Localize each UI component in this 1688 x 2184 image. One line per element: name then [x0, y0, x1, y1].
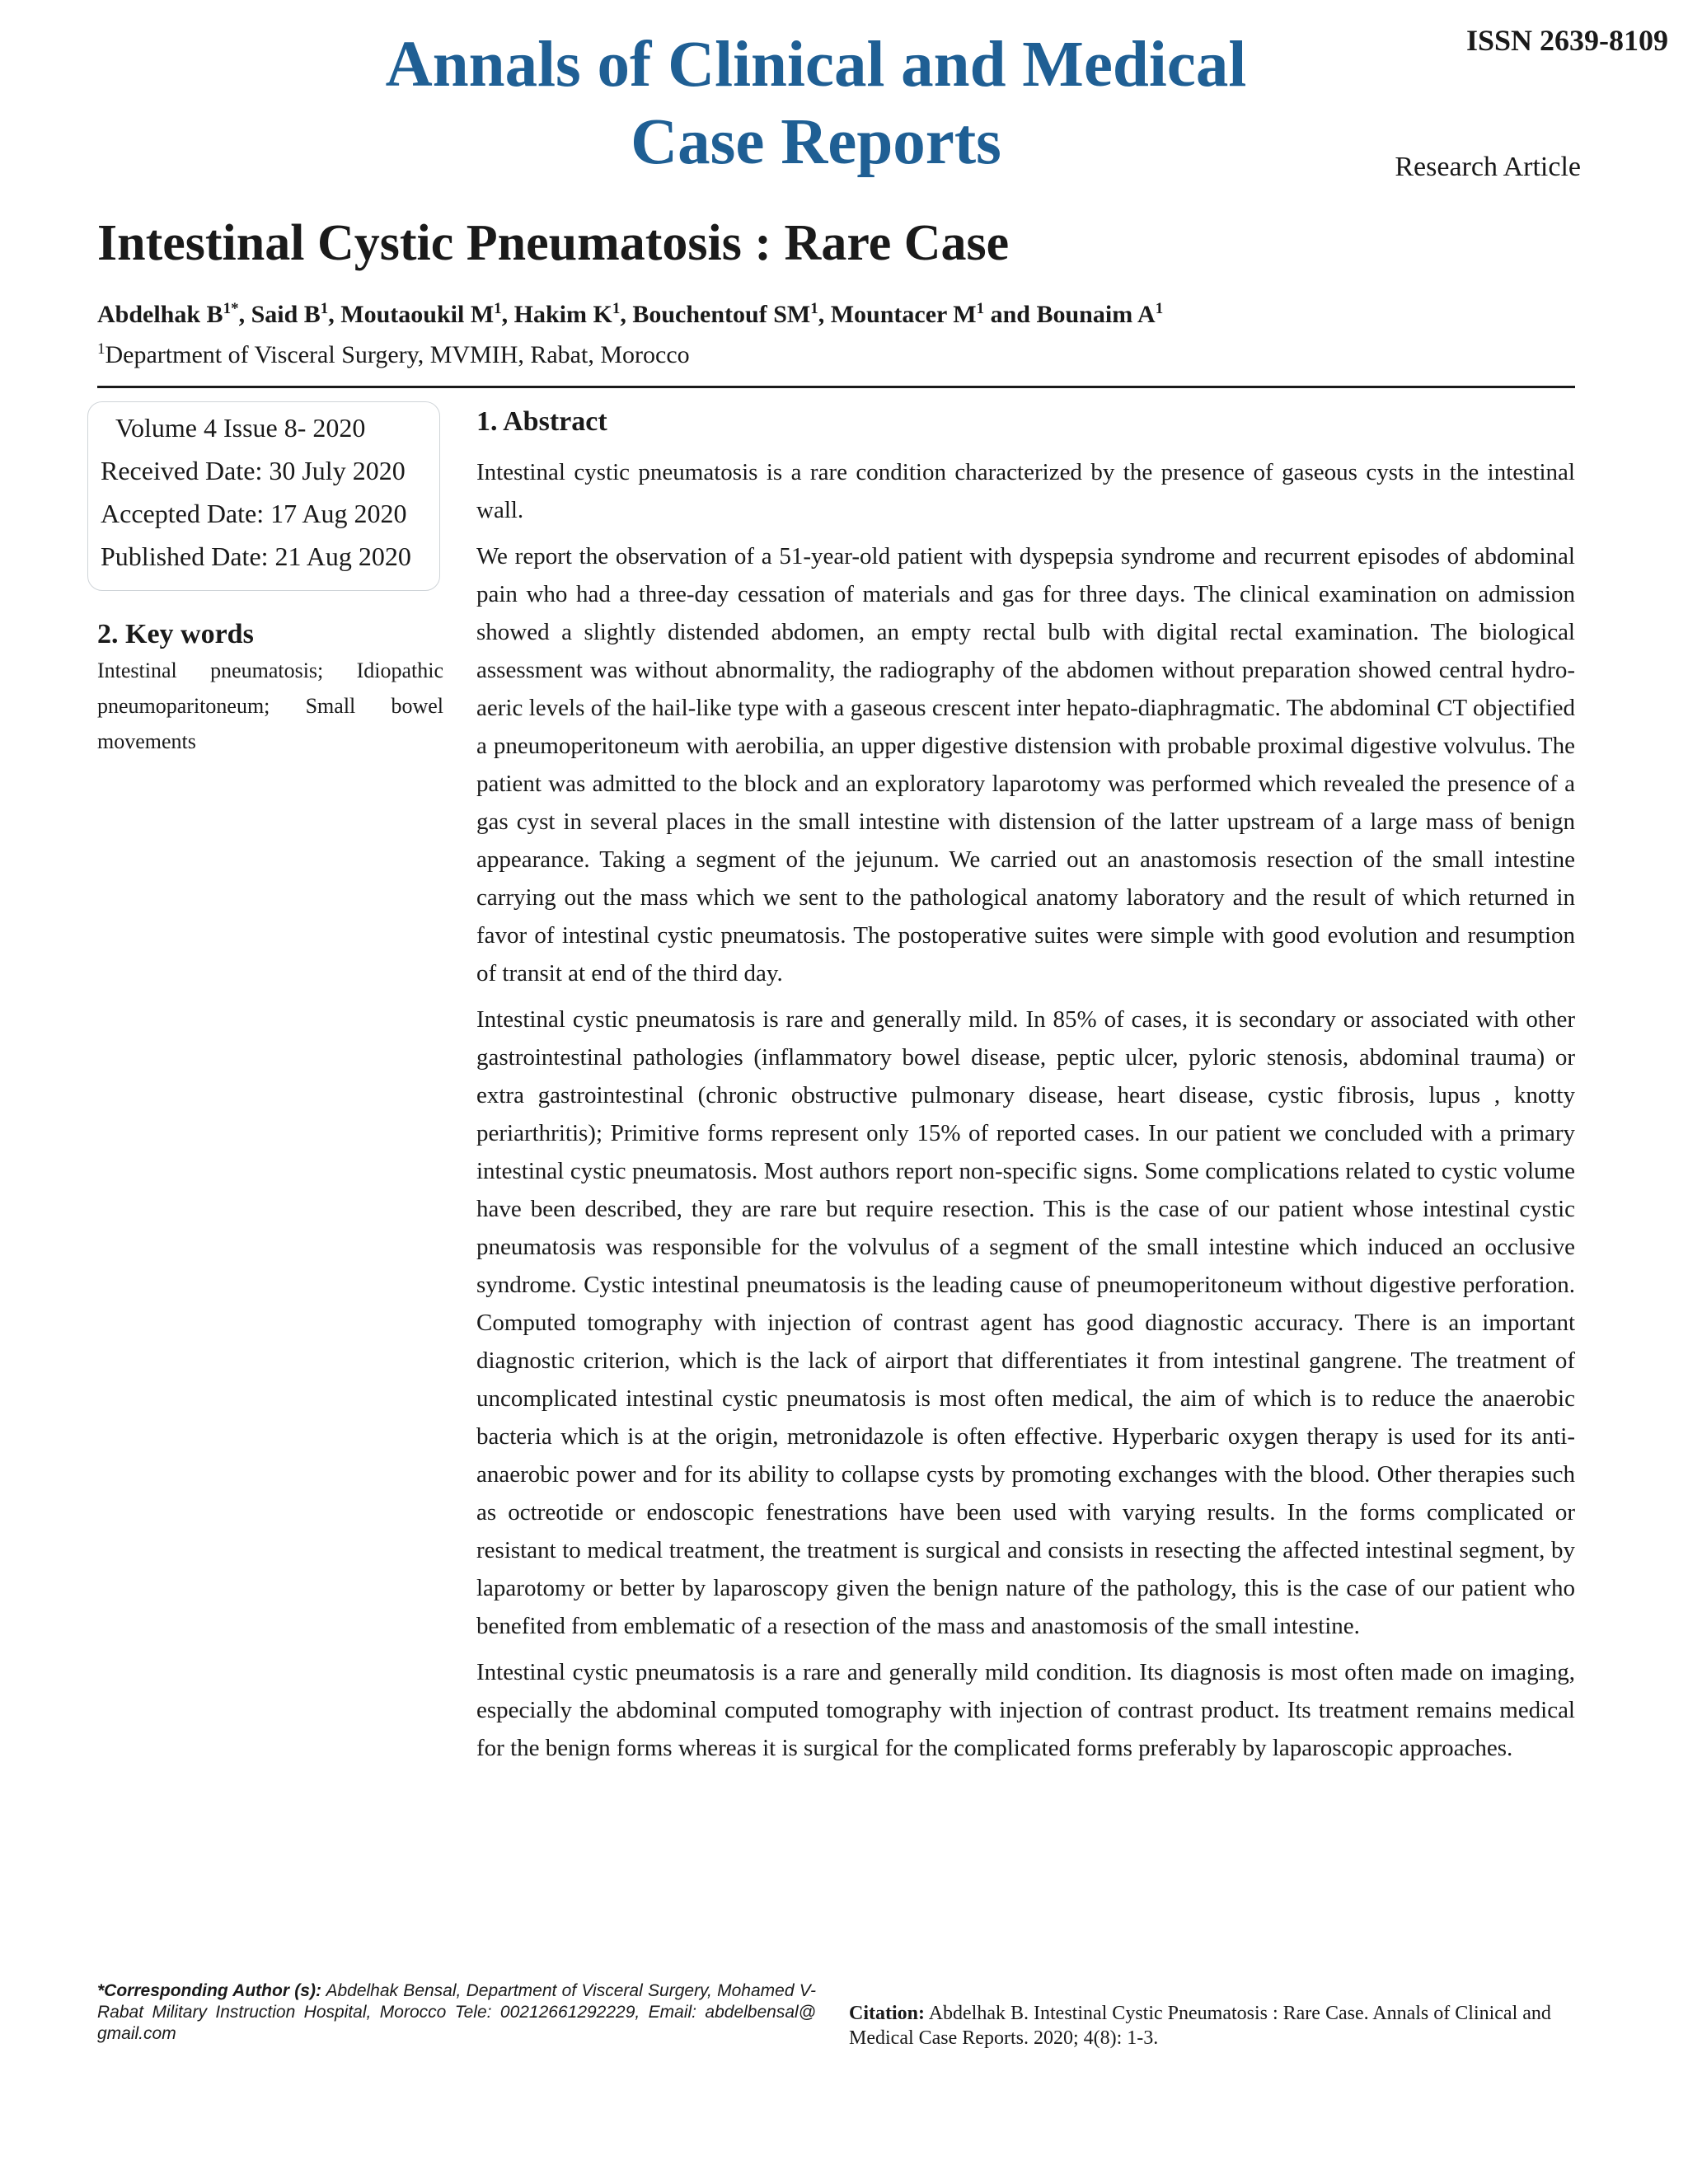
author-affiliation-mark: 1: [320, 300, 329, 317]
author-name: Said B: [251, 301, 321, 328]
author-name: Bouchentouf SM: [632, 301, 811, 328]
citation-note: [849, 2001, 1620, 2050]
accepted-date: Accepted Date: 17 Aug 2020: [101, 499, 407, 528]
author-list: [97, 293, 1163, 331]
keywords-heading: 2. Key words: [97, 619, 254, 649]
abstract-paragraph: Intestinal cystic pneumatosis is a rare and generally mild condition. Its diagnosis is most often made on imaging, especially the abdominal computed tomography with injection of contrast product. Its treatment remains medical for the benign forms whereas it is surgical for the complicated forms preferably by laparoscopic approaches.: [476, 1659, 1575, 1761]
abstract-body: [476, 453, 1575, 1775]
author-affiliation-mark: 1: [612, 300, 621, 317]
author-name: Hakim K: [513, 301, 612, 328]
journal-title-line-2: Case Reports: [631, 106, 1001, 178]
author-affiliation-mark: 1*: [223, 300, 239, 317]
author-separator: ,: [328, 301, 341, 328]
citation-text: Abdelhak B. Intestinal Cystic Pneumatosis : Rare Case. Annals of Clinical and Medical Case Reports. 2020; 4(8): 1-3.: [849, 2003, 1551, 2049]
author-name: Bounaim A: [1036, 301, 1156, 328]
author-affiliation-mark: 1: [810, 300, 818, 317]
published-date: Published Date: 21 Aug 2020: [101, 541, 411, 571]
author-name: Abdelhak B: [97, 301, 223, 328]
corresponding-author-text: Abdelhak Bensal, Department of Visceral Surgery, Mohamed V-Rabat Military Instruction Hospital, Morocco Tele: 00212661292229, Email: abdelbensal@ gmail.com: [97, 1981, 817, 2043]
abstract-paragraph: Intestinal cystic pneumatosis is a rare condition characterized by the presence of gaseous cysts in the intestinal wall.: [476, 459, 1575, 523]
author-separator: ,: [620, 301, 633, 328]
affiliation: [97, 333, 690, 372]
article-title: Intestinal Cystic Pneumatosis : Rare Case: [97, 215, 1010, 271]
author-affiliation-mark: 1: [976, 300, 985, 317]
abstract-heading: 1. Abstract: [476, 406, 607, 437]
received-date: Received Date: 30 July 2020: [101, 456, 406, 485]
author-separator: ,: [818, 301, 831, 328]
author-name: Mountacer M: [830, 301, 977, 328]
article-type: Research Article: [1395, 152, 1581, 182]
corresponding-author-note: [97, 1980, 816, 2045]
affiliation-text: Department of Visceral Surgery, MVMIH, Rabat, Morocco: [105, 341, 690, 368]
journal-title-line-1: Annals of Clinical and Medical: [385, 29, 1247, 101]
abstract-paragraph: Intestinal cystic pneumatosis is rare and generally mild. In 85% of cases, it is secondary or associated with other gastrointestinal pathologies (inflammatory bowel disease, peptic ulcer, pyloric stenosis, abdominal trauma) or extra gastrointestinal (chronic obstructive pulmonary disease, heart disease, cystic fibrosis, lupus , knotty periarthritis); Primitive forms represent only 15% of reported cases. In our patient we concluded with a primary intestinal cystic pneumatosis. Most authors report non-specific signs. Some complications related to cystic volume have been described, they are rare but require resection. This is the case of our patient whose intestinal cystic pneumatosis was responsible for the volvulus of a segment of the small intestine which induced an occlusive syndrome. Cystic intestinal pneumatosis is the leading cause of pneumoperitoneum without digestive perforation. Computed tomography with injection of contrast agent has good diagnostic accuracy. There is an important diagnostic criterion, which is the lack of airport that differentiates it from intestinal gangrene. The treatment of uncomplicated intestinal cystic pneumatosis is most often medical, the aim of which is to reduce the anaerobic bacteria which is at the origin, metronidazole is often effective. Hyperbaric oxygen therapy is used for its anti-anaerobic power and for its ability to collapse cysts by promoting exchanges with the blood. Other therapies such as octreotide or endoscopic fenestrations have been used with varying results. In the forms complicated or resistant to medical treatment, the treatment is surgical and consists in resecting the affected intestinal segment, by laparotomy or better by laparoscopy given the benign nature of the pathology, this is the case of our patient who benefited from emblematic of a resection of the mass and anastomosis of the small intestine.: [476, 1006, 1575, 1639]
affiliation-mark: 1: [97, 340, 106, 358]
citation-label: Citation:: [849, 2003, 925, 2024]
author-affiliation-mark: 1: [1155, 300, 1164, 317]
author-name: Moutaoukil M: [340, 301, 495, 328]
corresponding-author-label: *Corresponding Author (s):: [97, 1981, 321, 2000]
volume-issue: Volume 4 Issue 8- 2020: [115, 413, 366, 443]
journal-title: [313, 26, 1319, 181]
author-affiliation-mark: 1: [494, 300, 502, 317]
abstract-paragraph: We report the observation of a 51-year-old patient with dyspepsia syndrome and recurrent episodes of abdominal pain who had a three-day cessation of materials and gas for three days. The clinical examination on admission showed a slightly distended abdomen, an empty rectal bulb with digital rectal examination. The biological assessment was without abnormality, the radiography of the abdomen without preparation showed central hydro-aeric levels of the hail-like type with a gaseous crescent inter hepato-diaphragmatic. The abdominal CT objectified a pneumoperitoneum with aerobilia, an upper digestive distension with probable proximal digestive volvulus. The patient was admitted to the block and an exploratory laparotomy was performed which revealed the presence of a gas cyst in several places in the small intestine with distension of the latter upstream of a large mass of benign appearance. Taking a segment of the jejunum. We carried out an anastomosis resection of the small intestine carrying out the mass which we sent to the pathological anatomy laboratory and the result of which returned in favor of intestinal cystic pneumatosis. The postoperative suites were simple with good evolution and resumption of transit at end of the third day.: [476, 543, 1575, 987]
author-separator: and: [984, 301, 1037, 328]
issn-label: ISSN 2639-8109: [1465, 24, 1668, 57]
author-separator: ,: [238, 301, 251, 328]
header-divider: [97, 386, 1575, 388]
author-separator: ,: [501, 301, 514, 328]
keywords-text: Intestinal pneumatosis; Idiopathic pneumoparitoneum; Small bowel movements: [97, 658, 443, 753]
